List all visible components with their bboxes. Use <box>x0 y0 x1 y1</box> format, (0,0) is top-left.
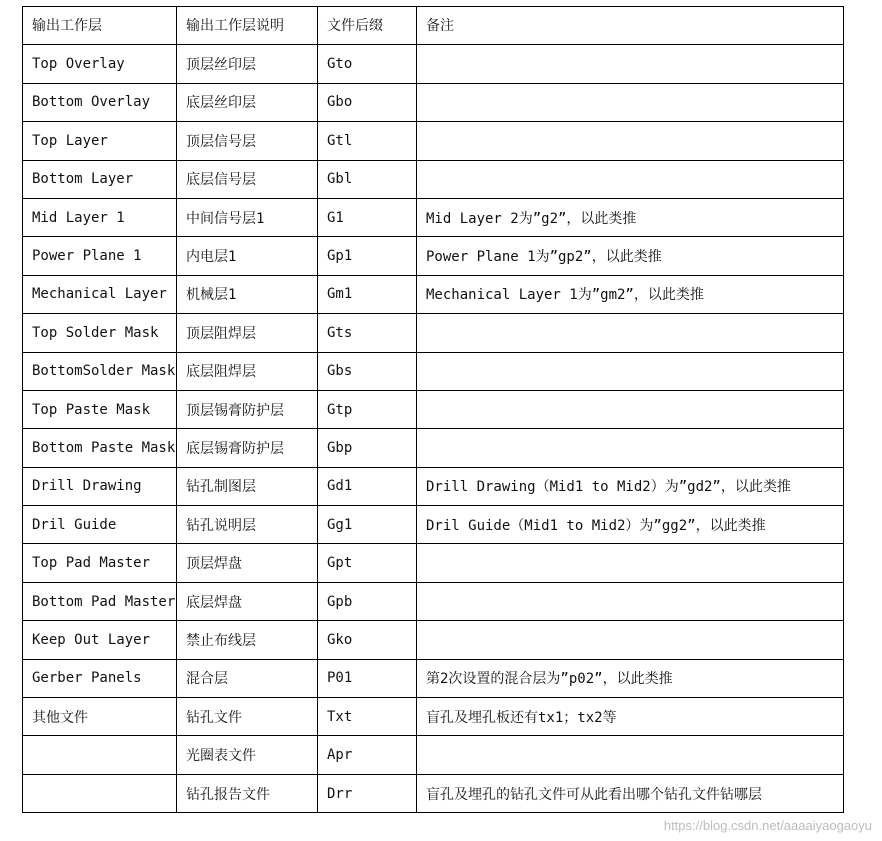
cell-output-layer: Top Pad Master <box>23 544 177 582</box>
cell-layer-description: 底层锡膏防护层 <box>177 429 318 467</box>
table-row <box>23 160 844 198</box>
cell-output-layer: Drill Drawing <box>23 467 177 505</box>
cell-remarks <box>417 429 844 467</box>
cell-file-suffix: Gko <box>318 621 417 659</box>
table-row <box>23 698 844 736</box>
table-header-row <box>23 7 844 45</box>
cell-remarks <box>417 314 844 352</box>
cell-layer-description: 钻孔报告文件 <box>177 774 318 812</box>
cell-output-layer: Bottom Overlay <box>23 83 177 121</box>
cell-layer-description: 顶层焊盘 <box>177 544 318 582</box>
cell-file-suffix: Gtp <box>318 390 417 428</box>
cell-output-layer <box>23 736 177 774</box>
cell-output-layer: 其他文件 <box>23 698 177 736</box>
cell-layer-description: 顶层阻焊层 <box>177 314 318 352</box>
header-layer-description: 输出工作层说明 <box>177 7 318 45</box>
cell-remarks: 盲孔及埋孔板还有tx1；tx2等 <box>417 698 844 736</box>
table-row <box>23 352 844 390</box>
cell-remarks: Mechanical Layer 1为”gm2”，以此类推 <box>417 275 844 313</box>
cell-layer-description: 内电层1 <box>177 237 318 275</box>
cell-file-suffix: P01 <box>318 659 417 697</box>
table-row <box>23 467 844 505</box>
cell-remarks: Power Plane 1为”gp2”，以此类推 <box>417 237 844 275</box>
table-row <box>23 506 844 544</box>
cell-file-suffix: Apr <box>318 736 417 774</box>
table-row <box>23 429 844 467</box>
cell-file-suffix: Gts <box>318 314 417 352</box>
table-row <box>23 774 844 812</box>
table-row <box>23 621 844 659</box>
cell-layer-description: 底层信号层 <box>177 160 318 198</box>
cell-layer-description: 底层焊盘 <box>177 582 318 620</box>
cell-output-layer <box>23 774 177 812</box>
cell-layer-description: 光圈表文件 <box>177 736 318 774</box>
cell-file-suffix: Txt <box>318 698 417 736</box>
cell-remarks: 盲孔及埋孔的钻孔文件可从此看出哪个钻孔文件钻哪层 <box>417 774 844 812</box>
cell-remarks <box>417 390 844 428</box>
gerber-layer-table <box>22 6 844 813</box>
cell-remarks: Dril Guide（Mid1 to Mid2）为”gg2”，以此类推 <box>417 506 844 544</box>
cell-layer-description: 底层丝印层 <box>177 83 318 121</box>
cell-remarks <box>417 122 844 160</box>
cell-file-suffix: Gbp <box>318 429 417 467</box>
cell-output-layer: BottomSolder Mask <box>23 352 177 390</box>
table-row <box>23 237 844 275</box>
table-body <box>23 45 844 813</box>
cell-output-layer: Top Solder Mask <box>23 314 177 352</box>
table-row <box>23 275 844 313</box>
table-row <box>23 122 844 160</box>
cell-output-layer: Mechanical Layer <box>23 275 177 313</box>
cell-file-suffix: Gto <box>318 45 417 83</box>
table-row <box>23 45 844 83</box>
cell-layer-description: 中间信号层1 <box>177 198 318 236</box>
cell-file-suffix: Gbl <box>318 160 417 198</box>
cell-file-suffix: Gbo <box>318 83 417 121</box>
cell-remarks: 第2次设置的混合层为”p02”，以此类推 <box>417 659 844 697</box>
table-row <box>23 198 844 236</box>
cell-output-layer: Dril Guide <box>23 506 177 544</box>
cell-remarks <box>417 544 844 582</box>
cell-remarks <box>417 582 844 620</box>
header-remarks: 备注 <box>417 7 844 45</box>
cell-output-layer: Bottom Layer <box>23 160 177 198</box>
header-output-layer: 输出工作层 <box>23 7 177 45</box>
cell-remarks <box>417 736 844 774</box>
cell-file-suffix: Gtl <box>318 122 417 160</box>
cell-layer-description: 禁止布线层 <box>177 621 318 659</box>
cell-layer-description: 顶层信号层 <box>177 122 318 160</box>
header-file-suffix: 文件后缀 <box>318 7 417 45</box>
cell-layer-description: 机械层1 <box>177 275 318 313</box>
cell-output-layer: Top Overlay <box>23 45 177 83</box>
cell-output-layer: Power Plane 1 <box>23 237 177 275</box>
cell-layer-description: 混合层 <box>177 659 318 697</box>
cell-file-suffix: Drr <box>318 774 417 812</box>
cell-file-suffix: Gpb <box>318 582 417 620</box>
table-row <box>23 390 844 428</box>
cell-output-layer: Gerber Panels <box>23 659 177 697</box>
cell-remarks <box>417 352 844 390</box>
table-row <box>23 736 844 774</box>
table-row <box>23 659 844 697</box>
table-row <box>23 582 844 620</box>
table-row <box>23 83 844 121</box>
cell-layer-description: 钻孔说明层 <box>177 506 318 544</box>
cell-remarks <box>417 45 844 83</box>
cell-remarks: Drill Drawing（Mid1 to Mid2）为”gd2”，以此类推 <box>417 467 844 505</box>
cell-output-layer: Bottom Paste Mask <box>23 429 177 467</box>
cell-remarks <box>417 83 844 121</box>
cell-output-layer: Top Paste Mask <box>23 390 177 428</box>
cell-layer-description: 顶层锡膏防护层 <box>177 390 318 428</box>
cell-file-suffix: Gpt <box>318 544 417 582</box>
cell-file-suffix: Gbs <box>318 352 417 390</box>
cell-layer-description: 底层阻焊层 <box>177 352 318 390</box>
cell-layer-description: 顶层丝印层 <box>177 45 318 83</box>
cell-remarks <box>417 160 844 198</box>
cell-file-suffix: Gd1 <box>318 467 417 505</box>
cell-file-suffix: G1 <box>318 198 417 236</box>
cell-output-layer: Top Layer <box>23 122 177 160</box>
table-row <box>23 544 844 582</box>
cell-remarks: Mid Layer 2为”g2”，以此类推 <box>417 198 844 236</box>
cell-file-suffix: Gp1 <box>318 237 417 275</box>
cell-layer-description: 钻孔文件 <box>177 698 318 736</box>
cell-remarks <box>417 621 844 659</box>
cell-output-layer: Keep Out Layer <box>23 621 177 659</box>
cell-output-layer: Mid Layer 1 <box>23 198 177 236</box>
cell-file-suffix: Gm1 <box>318 275 417 313</box>
cell-output-layer: Bottom Pad Master <box>23 582 177 620</box>
cell-layer-description: 钻孔制图层 <box>177 467 318 505</box>
watermark: https://blog.csdn.net/aaaaiyaogaoyu <box>663 818 872 833</box>
table-row <box>23 314 844 352</box>
cell-file-suffix: Gg1 <box>318 506 417 544</box>
